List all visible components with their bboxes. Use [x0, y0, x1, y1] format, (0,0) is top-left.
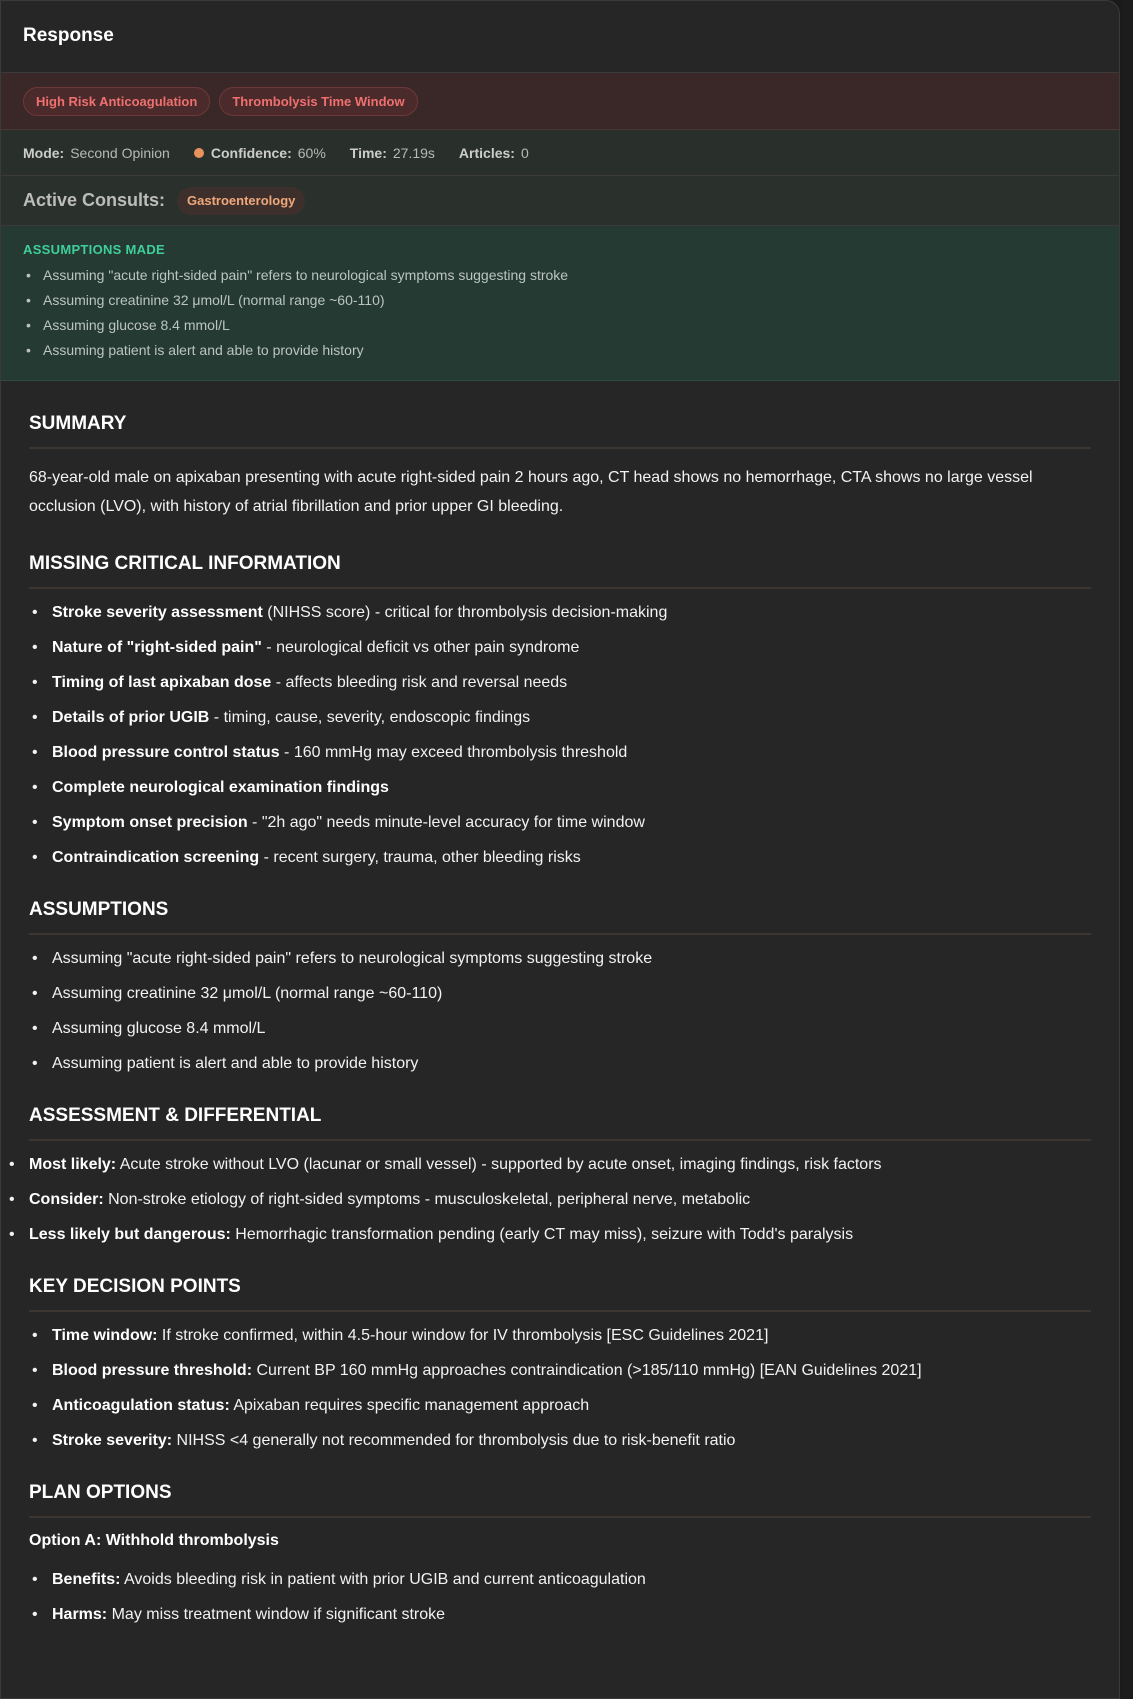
- list-item: • Assuming glucose 8.4 mmol/L: [29, 1019, 1091, 1038]
- response-content: [1, 413, 1119, 1624]
- item-text: If stroke confirmed, within 4.5-hour window for IV thrombolysis [ESC Guidelines 2021]: [157, 1327, 769, 1344]
- list-item: [29, 1570, 1091, 1589]
- item-text: Apixaban requires specific management approach: [229, 1397, 590, 1414]
- list-item: [29, 1431, 1091, 1450]
- option-a-list: [29, 1570, 1091, 1624]
- active-consults-label: Active Consults:: [23, 190, 166, 210]
- item-bold: Contraindication screening: [52, 849, 260, 866]
- articles-value: 0: [520, 144, 529, 161]
- list-item: [29, 1155, 1091, 1174]
- list-item: [29, 638, 1091, 657]
- list-item: [29, 603, 1091, 622]
- time-label: Time:: [349, 144, 387, 161]
- item-text: Current BP 160 mmHg approaches contraindication (>185/110 mmHg) [EAN Guidelines 2021]: [252, 1362, 922, 1379]
- alert-badge-time-window: Thrombolysis Time Window: [219, 87, 417, 116]
- assumptions-heading: ASSUMPTIONS: [29, 899, 1091, 935]
- page-scrollbar[interactable]: [1121, 0, 1133, 1699]
- panel-header: [1, 1, 1119, 73]
- time-field: [350, 145, 435, 161]
- list-item: [29, 1190, 1091, 1209]
- plan-options-section: [29, 1482, 1091, 1624]
- summary-section: [29, 413, 1091, 521]
- item-bold: Anticoagulation status:: [52, 1397, 230, 1414]
- confidence-value: 60%: [297, 144, 326, 161]
- item-bold: Less likely but dangerous:: [29, 1226, 231, 1243]
- item-bold: Harms:: [52, 1606, 108, 1623]
- item-bold: Time window:: [52, 1327, 158, 1344]
- missing-info-list: [29, 603, 1091, 867]
- assessment-list: [29, 1155, 1091, 1244]
- list-item: • Assuming "acute right-sided pain" refers to neurological symptoms suggesting stroke: [23, 263, 1097, 288]
- item-bold: Symptom onset precision: [52, 814, 248, 831]
- missing-info-section: [29, 553, 1091, 867]
- consult-badge-gastroenterology[interactable]: Gastroenterology: [177, 187, 305, 215]
- list-item: [29, 1605, 1091, 1624]
- meta-bar: [1, 130, 1119, 176]
- item-text: - "2h ago" needs minute-level accuracy for time window: [247, 814, 645, 831]
- list-item: [29, 743, 1091, 762]
- item-text: Avoids bleeding risk in patient with prior UGIB and current anticoagulation: [120, 1571, 646, 1588]
- mode-field: [23, 145, 170, 161]
- active-consults-bar: [1, 176, 1119, 226]
- item-text: - affects bleeding risk and reversal needs: [271, 674, 568, 691]
- assessment-section: [29, 1105, 1091, 1244]
- alert-badge-anticoagulation: High Risk Anticoagulation: [23, 87, 210, 116]
- list-item: [29, 673, 1091, 692]
- item-text: Hemorrhagic transformation pending (early CT may miss), seizure with Todd's paralysis: [230, 1226, 854, 1243]
- list-item: [29, 1326, 1091, 1345]
- decision-points-list: [29, 1326, 1091, 1450]
- missing-info-heading: MISSING CRITICAL INFORMATION: [29, 553, 1091, 589]
- list-item: [29, 1225, 1091, 1244]
- item-bold: Most likely:: [29, 1156, 117, 1173]
- confidence-field: [194, 145, 326, 161]
- option-a-title: Option A: Withhold thrombolysis: [29, 1532, 279, 1549]
- list-item: • Assuming patient is alert and able to provide history: [23, 338, 1097, 363]
- articles-label: Articles:: [458, 144, 515, 161]
- item-bold: Stroke severity:: [52, 1432, 173, 1449]
- list-item: [29, 848, 1091, 867]
- decision-points-section: [29, 1276, 1091, 1450]
- list-item: [29, 1361, 1091, 1380]
- item-text: May miss treatment window if significant stroke: [107, 1606, 446, 1623]
- item-text: - 160 mmHg may exceed thrombolysis threshold: [279, 744, 628, 761]
- list-item: [29, 813, 1091, 832]
- assumptions-list: [29, 949, 1091, 1073]
- item-text: NIHSS <4 generally not recommended for thrombolysis due to risk-benefit ratio: [172, 1432, 736, 1449]
- assumptions-section: [29, 899, 1091, 1073]
- list-item: [29, 778, 1091, 797]
- mode-value: Second Opinion: [70, 144, 170, 161]
- item-bold: Blood pressure control status: [52, 744, 280, 761]
- confidence-label: Confidence:: [210, 144, 292, 161]
- item-bold: Timing of last apixaban dose: [52, 674, 272, 691]
- item-text: - timing, cause, severity, endoscopic findings: [209, 709, 531, 726]
- item-bold: Stroke severity assessment: [52, 604, 263, 621]
- item-text: Acute stroke without LVO (lacunar or small vessel) - supported by acute onset, imaging findings, risk factors: [116, 1156, 882, 1173]
- plan-options-heading: PLAN OPTIONS: [29, 1482, 1091, 1518]
- assumptions-made-box: [1, 226, 1119, 381]
- item-bold: Nature of "right-sided pain": [52, 639, 262, 656]
- time-value: 27.19s: [392, 144, 435, 161]
- list-item: • Assuming glucose 8.4 mmol/L: [23, 313, 1097, 338]
- summary-text: 68-year-old male on apixaban presenting with acute right-sided pain 2 hours ago, CT head shows no hemorrhage, CTA shows no large vessel occlusion (LVO), with history of atrial fibrillation and prior upper GI bleeding.: [29, 469, 1033, 515]
- item-text: Non-stroke etiology of right-sided symptoms - musculoskeletal, peripheral nerve, metabolic: [103, 1191, 751, 1208]
- assumptions-made-title: ASSUMPTIONS MADE: [23, 242, 166, 257]
- list-item: [29, 1396, 1091, 1415]
- item-text: - recent surgery, trauma, other bleeding risks: [259, 849, 581, 866]
- list-item: • Assuming "acute right-sided pain" refers to neurological symptoms suggesting stroke: [29, 949, 1091, 968]
- list-item: • Assuming patient is alert and able to provide history: [29, 1054, 1091, 1073]
- panel-title: Response: [23, 25, 114, 46]
- list-item: [29, 708, 1091, 727]
- summary-heading: SUMMARY: [29, 413, 1091, 449]
- item-bold: Blood pressure threshold:: [52, 1362, 253, 1379]
- item-text: (NIHSS score) - critical for thrombolysis decision-making: [262, 604, 668, 621]
- alert-bar: [1, 73, 1119, 130]
- item-bold: Details of prior UGIB: [52, 709, 210, 726]
- list-item: • Assuming creatinine 32 μmol/L (normal range ~60-110): [23, 288, 1097, 313]
- confidence-dot-icon: [194, 148, 204, 158]
- assessment-heading: ASSESSMENT & DIFFERENTIAL: [29, 1105, 1091, 1141]
- articles-field: [459, 145, 529, 161]
- list-item: • Assuming creatinine 32 μmol/L (normal range ~60-110): [29, 984, 1091, 1003]
- mode-label: Mode:: [23, 144, 65, 161]
- assumptions-made-list: [23, 263, 1097, 363]
- item-text: - neurological deficit vs other pain syndrome: [261, 639, 580, 656]
- item-bold: Benefits:: [52, 1571, 121, 1588]
- item-bold: Complete neurological examination findings: [52, 779, 389, 796]
- item-bold: Consider:: [29, 1191, 104, 1208]
- decision-points-heading: KEY DECISION POINTS: [29, 1276, 1091, 1312]
